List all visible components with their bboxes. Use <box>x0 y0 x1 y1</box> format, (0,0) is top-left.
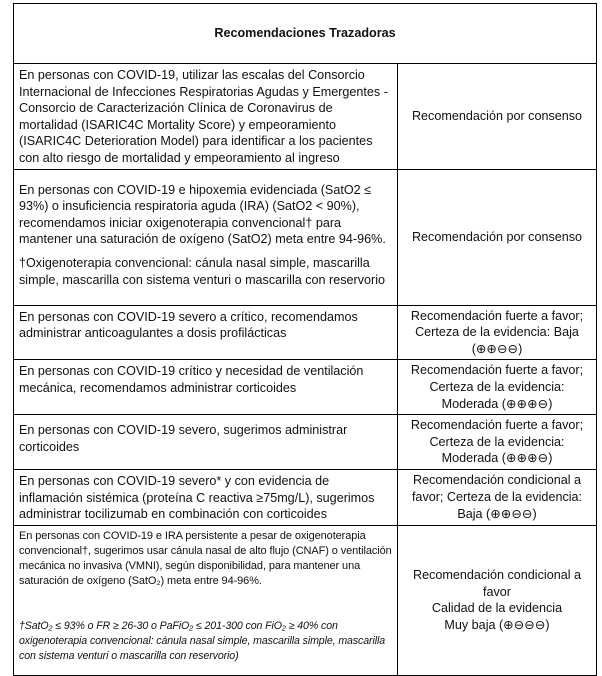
recommendation-line: Baja (⊕⊕⊖⊖) <box>457 506 537 521</box>
recommendation-strength: Recomendación por consenso <box>398 64 597 170</box>
recommendation-cell <box>14 169 398 305</box>
recommendation-line: Recomendación fuerte a favor; <box>410 308 584 323</box>
table-row <box>14 305 597 360</box>
recommendation-strength: Recomendación por consenso <box>398 169 597 305</box>
recommendation-line: Muy baja (⊕⊖⊖⊖) <box>444 617 550 632</box>
recommendation-text: En personas con COVID-19 severo a crítico, recomendamos administrar anticoagulantes a dosis profilácticas <box>14 305 398 360</box>
recommendation-line: (⊕⊕⊖⊖) <box>471 341 523 356</box>
table-row <box>14 360 597 415</box>
recommendation-strength <box>398 415 597 470</box>
footnote: †SatO₂ ≤ 93% o FR ≥ 26-30 o PaFiO₂ ≤ 201-300 con FiO₂ ≥ 40% con oxigenoterapia convencional: cánula nasal simple, mascarilla simple, mascarilla con sistema venturi o mascarilla con reservorio) <box>19 619 386 662</box>
recommendation-strength <box>398 305 597 360</box>
table-row <box>14 525 597 675</box>
recommendation-line: Certeza de la evidencia: <box>429 379 565 394</box>
recommendation-strength <box>398 525 597 675</box>
recommendation-text: En personas con COVID-19 severo, sugerimos administrar corticoides <box>14 415 398 470</box>
recommendation-text: En personas con COVID-19 severo* y con evidencia de inflamación sistémica (proteína C reactiva ≥75mg/L), sugerimos administrar tocilizumab en combinación con corticoides <box>14 469 398 525</box>
table-row <box>14 415 597 470</box>
recommendation-strength <box>398 469 597 525</box>
recommendation-text: En personas con COVID-19 crítico y necesidad de ventilación mecánica, recomendamos administrar corticoides <box>14 360 398 415</box>
recommendations-table-frame <box>13 3 596 670</box>
recommendation-text: En personas con COVID-19 e hipoxemia evidenciada (SatO2 ≤ 93%) o insuficiencia respiratoria aguda (IRA) (SatO2 < 90%), recomendamos iniciar oxigenoterapia convencional† para mantener una saturación de oxígeno (SatO2) meta entre 94-96%. <box>19 182 386 247</box>
recommendation-line: Certeza de la evidencia: <box>429 434 565 449</box>
recommendation-line: favor <box>483 584 511 599</box>
footnote: †Oxigenoterapia convencional: cánula nasal simple, mascarilla simple, mascarilla con sistema venturi o mascarilla con reservorio <box>19 255 386 287</box>
recommendation-line: Certeza de la evidencia: Baja <box>415 325 579 340</box>
recommendation-line: Calidad de la evidencia <box>431 601 563 616</box>
recommendation-cell <box>14 525 398 675</box>
recommendation-line: Recomendación condicional a <box>412 473 582 488</box>
recommendation-line: Recomendación fuerte a favor; <box>410 363 584 378</box>
recommendation-line: Moderada (⊕⊕⊕⊖) <box>441 396 553 411</box>
table-row <box>14 64 597 170</box>
recommendation-line: Moderada (⊕⊕⊕⊖) <box>441 451 553 466</box>
table-row <box>14 469 597 525</box>
table-title: Recomendaciones Trazadoras <box>14 4 597 64</box>
recommendation-line: Recomendación fuerte a favor; <box>410 418 584 433</box>
table-row <box>14 169 597 305</box>
recommendation-line: Recomendación condicional a <box>412 568 582 582</box>
table-header-row <box>14 4 597 64</box>
recommendations-table <box>13 3 597 676</box>
recommendation-line: favor; Certeza de la evidencia: <box>411 490 583 504</box>
recommendation-text: En personas con COVID-19 e IRA persistente a pesar de oxigenoterapia convencional†, sugerimos usar cánula nasal de alto flujo (CNAF) o ventilación mecánica no invasiva (VMNI), según disponibilidad, para mantener una saturación de oxígeno (SatO₂) meta entre 94-96%. <box>19 529 392 587</box>
recommendation-strength <box>398 360 597 415</box>
recommendation-text: En personas con COVID-19, utilizar las escalas del Consorcio Internacional de Infecciones Respiratorias Agudas y Emergentes - Consorcio de Caracterización Clínica de Coronavirus de mortalidad (ISARIC4C Mortality Score) y empeoramiento (ISARIC4C Deterioration Model) para identificar a los pacientes con alto riesgo de mortalidad y empeoramiento al ingreso <box>14 64 398 170</box>
